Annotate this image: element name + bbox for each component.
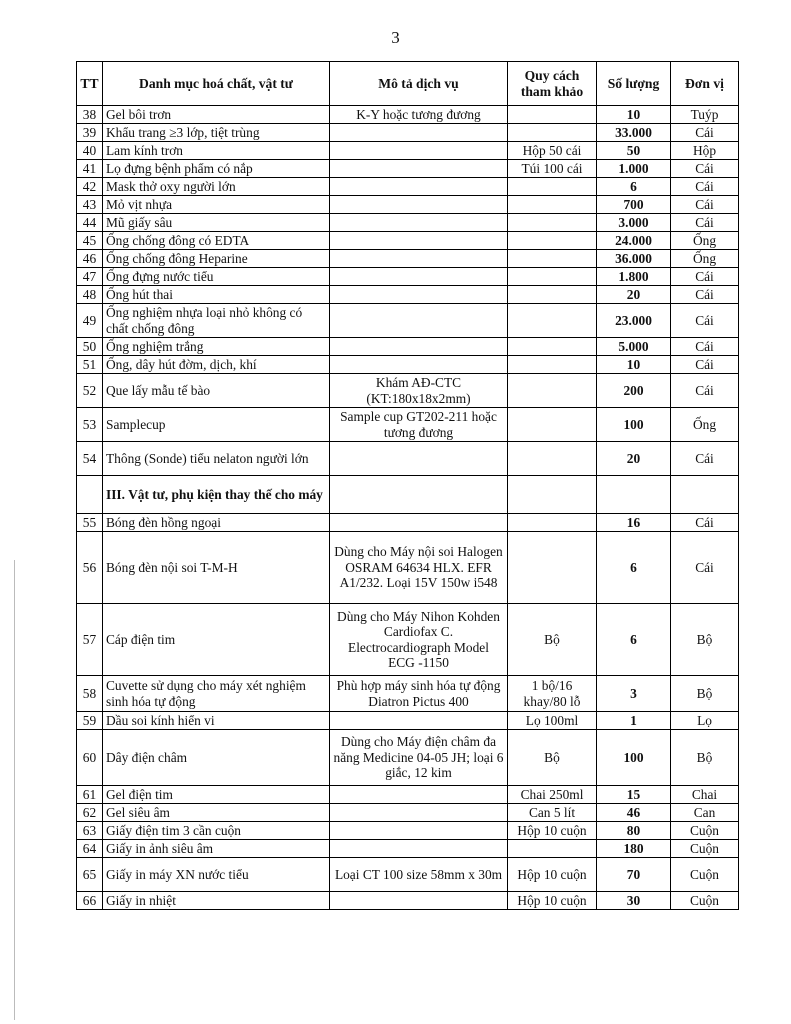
cell-desc: Dùng cho Máy nội soi Halogen OSRAM 64634 HLX. EFR A1/232. Loại 15V 150w i548: [330, 532, 508, 604]
cell-qty: 10: [597, 356, 671, 374]
cell-tt: 51: [77, 356, 103, 374]
cell-name: Ống nghiệm trắng: [103, 338, 330, 356]
cell-unit: Cuộn: [671, 840, 739, 858]
cell-spec: [508, 442, 597, 476]
table-row: [77, 250, 739, 268]
cell-spec: [508, 196, 597, 214]
table-row: [77, 532, 739, 604]
table-row: [77, 106, 739, 124]
cell-name: Ống nghiệm nhựa loại nhỏ không có chất chống đông: [103, 304, 330, 338]
cell-spec: Bộ: [508, 730, 597, 786]
cell-tt: 56: [77, 532, 103, 604]
table-row: [77, 804, 739, 822]
cell-spec: Túi 100 cái: [508, 160, 597, 178]
cell-name: Gel bôi trơn: [103, 106, 330, 124]
cell-qty: 10: [597, 106, 671, 124]
table-row: [77, 178, 739, 196]
table-row: [77, 676, 739, 712]
header-qty: Số lượng: [597, 62, 671, 106]
table-row: [77, 514, 739, 532]
cell-name: Giấy in máy XN nước tiểu: [103, 858, 330, 892]
cell-name: Mỏ vịt nhựa: [103, 196, 330, 214]
cell-desc: [330, 232, 508, 250]
cell-spec: [508, 514, 597, 532]
cell-tt: 60: [77, 730, 103, 786]
cell-spec: 1 bộ/16 khay/80 lỗ: [508, 676, 597, 712]
cell-desc: [330, 142, 508, 160]
cell-spec: [508, 214, 597, 232]
table-row: [77, 268, 739, 286]
cell-name: Thông (Sonde) tiểu nelaton người lớn: [103, 442, 330, 476]
table-row: [77, 124, 739, 142]
cell-tt: 44: [77, 214, 103, 232]
cell-spec: Hộp 10 cuộn: [508, 858, 597, 892]
cell-spec: [508, 250, 597, 268]
cell-spec: [508, 286, 597, 304]
cell-name: Mũ giấy sâu: [103, 214, 330, 232]
cell-qty: 100: [597, 408, 671, 442]
cell-qty: 15: [597, 786, 671, 804]
cell-qty: 24.000: [597, 232, 671, 250]
header-desc: Mô tả dịch vụ: [330, 62, 508, 106]
cell-name: Khẩu trang ≥3 lớp, tiệt trùng: [103, 124, 330, 142]
cell-qty: 1.800: [597, 268, 671, 286]
cell-desc: Dùng cho Máy điện châm đa năng Medicine 04-05 JH; loại 6 giắc, 12 kim: [330, 730, 508, 786]
header-unit: Đơn vị: [671, 62, 739, 106]
cell-name: Ống chống đông Heparine: [103, 250, 330, 268]
cell-spec: [508, 840, 597, 858]
cell-desc: [330, 514, 508, 532]
cell-name: Samplecup: [103, 408, 330, 442]
table-row: [77, 304, 739, 338]
cell-name: Giấy in nhiệt: [103, 892, 330, 910]
cell-name: Giấy in ảnh siêu âm: [103, 840, 330, 858]
table-row: [77, 356, 739, 374]
cell-tt: 47: [77, 268, 103, 286]
cell-tt: 65: [77, 858, 103, 892]
cell-tt: 43: [77, 196, 103, 214]
cell-desc: [330, 250, 508, 268]
cell-qty: 1: [597, 712, 671, 730]
cell-name: Giấy điện tim 3 cần cuộn: [103, 822, 330, 840]
table-row: [77, 712, 739, 730]
table-row: [77, 786, 739, 804]
cell-tt: 41: [77, 160, 103, 178]
table-row: [77, 196, 739, 214]
cell-unit: Bộ: [671, 604, 739, 676]
cell-qty: 20: [597, 442, 671, 476]
cell-spec: Chai 250ml: [508, 786, 597, 804]
cell-tt: 53: [77, 408, 103, 442]
cell-name: Gel điện tim: [103, 786, 330, 804]
table-row: [77, 840, 739, 858]
cell-spec: [508, 268, 597, 286]
cell-desc: [330, 286, 508, 304]
cell-tt: 42: [77, 178, 103, 196]
cell-name: Dầu soi kính hiển vi: [103, 712, 330, 730]
cell-qty: 16: [597, 514, 671, 532]
header-name: Danh mục hoá chất, vật tư: [103, 62, 330, 106]
cell-name: Bóng đèn nội soi T-M-H: [103, 532, 330, 604]
cell-unit: [671, 476, 739, 514]
cell-name: Lam kính trơn: [103, 142, 330, 160]
cell-tt: 40: [77, 142, 103, 160]
cell-tt: 66: [77, 892, 103, 910]
cell-qty: 1.000: [597, 160, 671, 178]
cell-unit: Cuộn: [671, 858, 739, 892]
cell-qty: 3: [597, 676, 671, 712]
table-row: [77, 286, 739, 304]
cell-desc: [330, 442, 508, 476]
cell-unit: Bộ: [671, 730, 739, 786]
table-row: [77, 374, 739, 408]
cell-name: Dây điện châm: [103, 730, 330, 786]
cell-qty: 200: [597, 374, 671, 408]
cell-spec: [508, 106, 597, 124]
cell-desc: [330, 804, 508, 822]
cell-tt: 48: [77, 286, 103, 304]
header-spec: Quy cách tham khảo: [508, 62, 597, 106]
cell-qty: 180: [597, 840, 671, 858]
cell-tt: 64: [77, 840, 103, 858]
cell-name: Cuvette sử dụng cho máy xét nghiệm sinh hóa tự động: [103, 676, 330, 712]
cell-qty: 30: [597, 892, 671, 910]
cell-spec: [508, 476, 597, 514]
cell-unit: Tuýp: [671, 106, 739, 124]
cell-qty: 5.000: [597, 338, 671, 356]
cell-name: Gel siêu âm: [103, 804, 330, 822]
page-number: 3: [391, 28, 400, 47]
header-tt: TT: [77, 62, 103, 106]
table-row: [77, 442, 739, 476]
section-heading-row: [77, 476, 739, 514]
table-row: [77, 730, 739, 786]
cell-qty: 20: [597, 286, 671, 304]
cell-tt: 63: [77, 822, 103, 840]
cell-qty: 6: [597, 604, 671, 676]
cell-desc: Sample cup GT202-211 hoặc tương đương: [330, 408, 508, 442]
cell-unit: Cái: [671, 160, 739, 178]
cell-name: Ống chống đông có EDTA: [103, 232, 330, 250]
cell-tt: 54: [77, 442, 103, 476]
cell-tt: 57: [77, 604, 103, 676]
cell-desc: [330, 160, 508, 178]
cell-unit: Cái: [671, 338, 739, 356]
cell-qty: 33.000: [597, 124, 671, 142]
table-row: [77, 858, 739, 892]
cell-spec: Hộp 10 cuộn: [508, 822, 597, 840]
table-row: [77, 338, 739, 356]
cell-name: Ống đựng nước tiểu: [103, 268, 330, 286]
cell-unit: Cái: [671, 178, 739, 196]
table-row: [77, 142, 739, 160]
cell-unit: Cuộn: [671, 892, 739, 910]
cell-name: III. Vật tư, phụ kiện thay thế cho máy: [103, 476, 330, 514]
cell-spec: [508, 304, 597, 338]
cell-spec: [508, 356, 597, 374]
cell-spec: [508, 178, 597, 196]
cell-desc: [330, 124, 508, 142]
cell-spec: [508, 232, 597, 250]
cell-desc: [330, 178, 508, 196]
cell-spec: [508, 124, 597, 142]
cell-desc: K-Y hoặc tương đương: [330, 106, 508, 124]
cell-unit: Cái: [671, 356, 739, 374]
cell-unit: Ống: [671, 408, 739, 442]
cell-tt: 45: [77, 232, 103, 250]
cell-unit: Cuộn: [671, 822, 739, 840]
cell-desc: [330, 840, 508, 858]
cell-qty: 100: [597, 730, 671, 786]
cell-desc: [330, 356, 508, 374]
cell-unit: Cái: [671, 196, 739, 214]
cell-tt: 52: [77, 374, 103, 408]
cell-desc: Khám AĐ-CTC (KT:180x18x2mm): [330, 374, 508, 408]
cell-name: Ống hút thai: [103, 286, 330, 304]
cell-qty: 36.000: [597, 250, 671, 268]
cell-unit: Chai: [671, 786, 739, 804]
cell-unit: Lọ: [671, 712, 739, 730]
cell-name: Bóng đèn hồng ngoại: [103, 514, 330, 532]
supplies-table: [76, 61, 739, 910]
cell-qty: 6: [597, 532, 671, 604]
cell-tt: 50: [77, 338, 103, 356]
scan-edge-line: [14, 560, 15, 1020]
cell-desc: Dùng cho Máy Nihon Kohden Cardiofax C. Electrocardiograph Model ECG -1150: [330, 604, 508, 676]
cell-unit: Cái: [671, 374, 739, 408]
cell-desc: [330, 304, 508, 338]
cell-tt: 55: [77, 514, 103, 532]
cell-unit: Can: [671, 804, 739, 822]
cell-unit: Cái: [671, 304, 739, 338]
table-row: [77, 604, 739, 676]
cell-name: Ống, dây hút đờm, dịch, khí: [103, 356, 330, 374]
cell-tt: 39: [77, 124, 103, 142]
table-row: [77, 214, 739, 232]
cell-qty: 23.000: [597, 304, 671, 338]
cell-desc: [330, 712, 508, 730]
table-row: [77, 822, 739, 840]
cell-spec: [508, 374, 597, 408]
cell-qty: 80: [597, 822, 671, 840]
cell-desc: [330, 822, 508, 840]
cell-desc: [330, 786, 508, 804]
table-body: [77, 106, 739, 910]
cell-tt: [77, 476, 103, 514]
cell-desc: [330, 338, 508, 356]
table-row: [77, 892, 739, 910]
cell-desc: Phù hợp máy sinh hóa tự động Diatron Pictus 400: [330, 676, 508, 712]
cell-tt: 58: [77, 676, 103, 712]
cell-spec: Hộp 50 cái: [508, 142, 597, 160]
cell-qty: 3.000: [597, 214, 671, 232]
cell-spec: [508, 408, 597, 442]
cell-tt: 49: [77, 304, 103, 338]
cell-unit: Cái: [671, 214, 739, 232]
cell-spec: Hộp 10 cuộn: [508, 892, 597, 910]
table-row: [77, 160, 739, 178]
cell-qty: 70: [597, 858, 671, 892]
cell-spec: [508, 338, 597, 356]
cell-name: Que lấy mẫu tế bào: [103, 374, 330, 408]
cell-name: Cáp điện tim: [103, 604, 330, 676]
cell-tt: 61: [77, 786, 103, 804]
cell-qty: 46: [597, 804, 671, 822]
cell-desc: [330, 892, 508, 910]
cell-unit: Cái: [671, 442, 739, 476]
cell-unit: Ống: [671, 250, 739, 268]
table-row: [77, 408, 739, 442]
cell-unit: Cái: [671, 286, 739, 304]
cell-spec: Lọ 100ml: [508, 712, 597, 730]
cell-unit: Hộp: [671, 142, 739, 160]
cell-qty: 700: [597, 196, 671, 214]
cell-tt: 46: [77, 250, 103, 268]
table-row: [77, 232, 739, 250]
cell-desc: [330, 214, 508, 232]
cell-spec: Can 5 lít: [508, 804, 597, 822]
cell-unit: Cái: [671, 124, 739, 142]
cell-desc: [330, 268, 508, 286]
cell-qty: [597, 476, 671, 514]
cell-unit: Cái: [671, 514, 739, 532]
cell-unit: Ống: [671, 232, 739, 250]
cell-unit: Cái: [671, 268, 739, 286]
table-header-row: [77, 62, 739, 106]
cell-tt: 59: [77, 712, 103, 730]
cell-desc: [330, 196, 508, 214]
cell-tt: 62: [77, 804, 103, 822]
cell-qty: 6: [597, 178, 671, 196]
cell-spec: [508, 532, 597, 604]
cell-desc: [330, 476, 508, 514]
cell-qty: 50: [597, 142, 671, 160]
cell-name: Lọ đựng bệnh phẩm có nắp: [103, 160, 330, 178]
cell-desc: Loại CT 100 size 58mm x 30m: [330, 858, 508, 892]
cell-unit: Bộ: [671, 676, 739, 712]
cell-spec: Bộ: [508, 604, 597, 676]
cell-name: Mask thở oxy người lớn: [103, 178, 330, 196]
cell-unit: Cái: [671, 532, 739, 604]
cell-tt: 38: [77, 106, 103, 124]
